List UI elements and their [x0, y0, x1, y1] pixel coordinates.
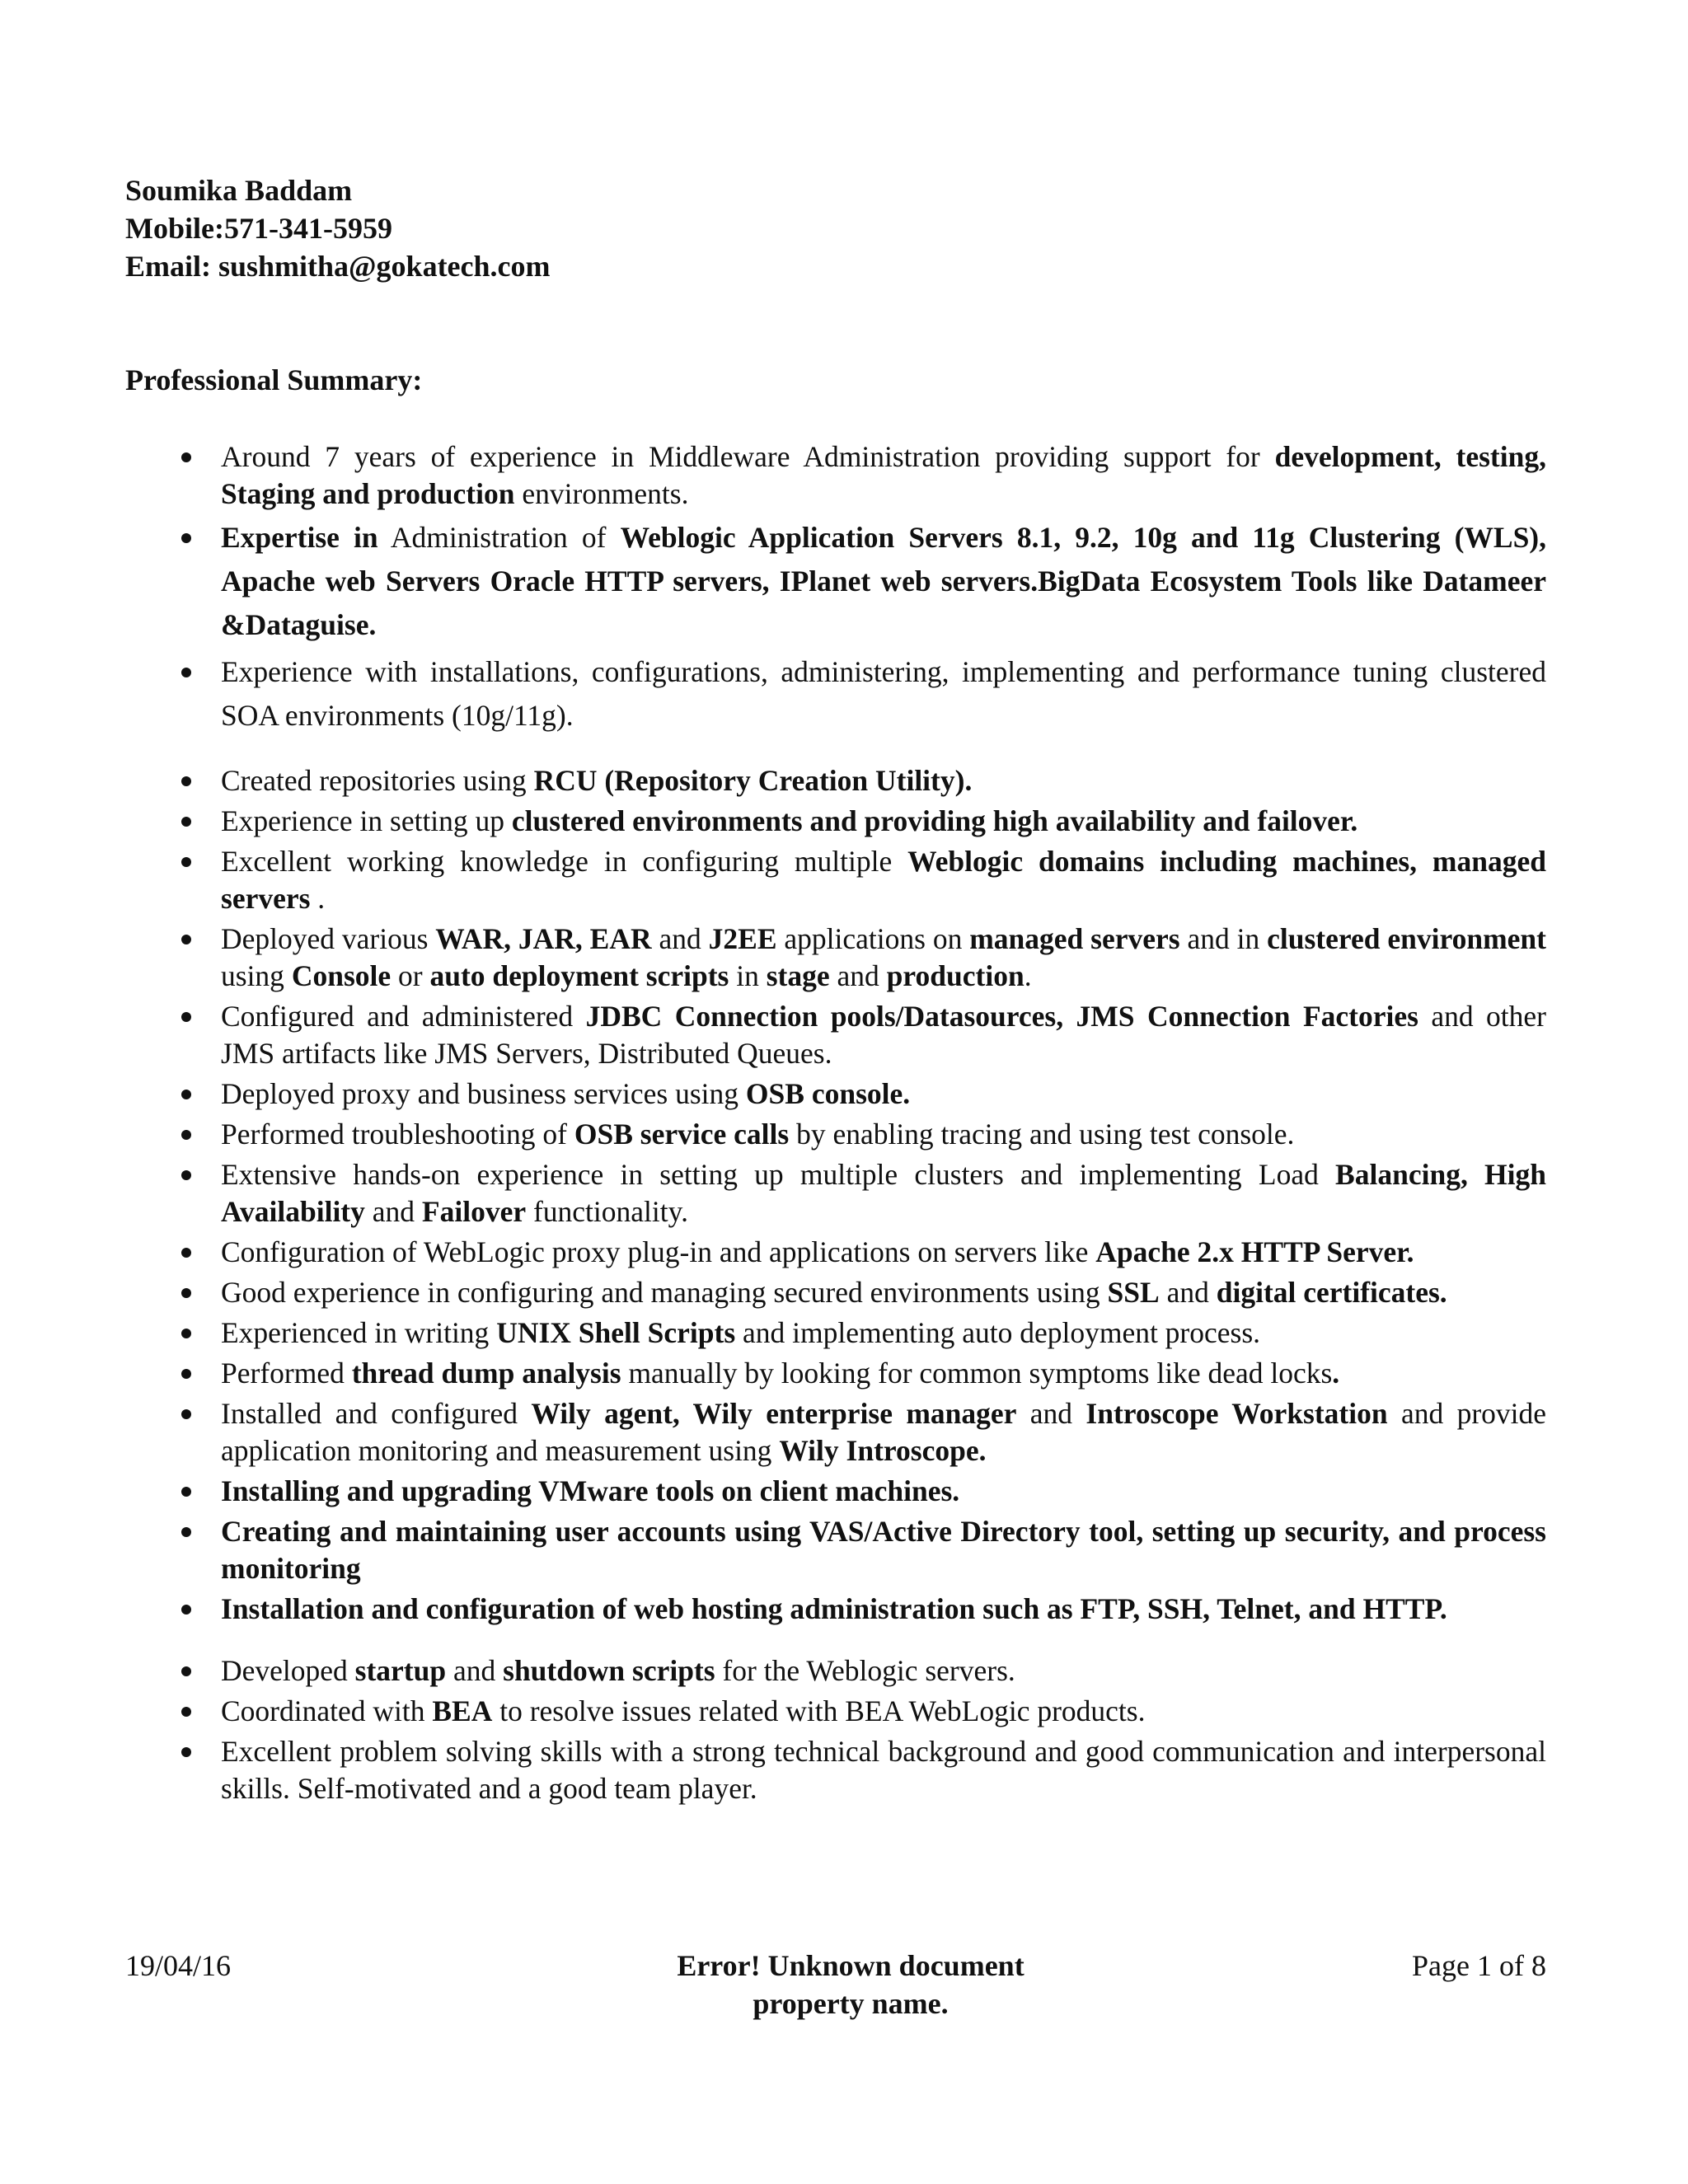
bullet-item [221, 921, 1546, 995]
bullet-text-bold: Console [291, 959, 392, 992]
bullet-text-bold: managed servers [969, 922, 1180, 955]
page-footer [125, 1947, 1546, 2029]
bullet-text-bold: startup [354, 1654, 447, 1687]
bullet-text-bold: auto deployment scripts [429, 959, 729, 992]
bullet-item [221, 1076, 1546, 1113]
bullet-text: Around 7 years of experience in Middleware Administration providing support for [221, 440, 1275, 473]
bullet-text: Configured and administered [221, 1000, 586, 1033]
bullet-text-bold: Wily Introscope. [779, 1434, 987, 1467]
bullet-text: Performed [221, 1357, 352, 1390]
bullet-text: Developed [221, 1654, 355, 1687]
bullet-text: or [391, 959, 430, 992]
bullet-item [221, 1156, 1546, 1230]
bullet-text: to resolve issues related with BEA WebLogic products. [492, 1694, 1146, 1727]
bullet-text: functionality. [526, 1195, 688, 1228]
bullet-text: and [651, 922, 709, 955]
bullet-text: Good experience in configuring and managing secured environments using [221, 1276, 1108, 1309]
bullet-item [221, 803, 1546, 840]
bullet-text: Installed and configured [221, 1397, 532, 1430]
bullet-text: Excellent working knowledge in configuring multiple [221, 845, 908, 878]
bullet-text-bold: Balancing, High Availability [221, 1158, 1546, 1228]
footer-date: 19/04/16 [125, 1949, 232, 1982]
bullet-item [221, 1591, 1546, 1628]
bullet-item [221, 1234, 1546, 1271]
bullet-text: in [729, 959, 767, 992]
bullet-text-bold: Installation and configuration of web hosting administration such as FTP, SSH, Telnet, and HTTP. [221, 1592, 1447, 1625]
bullet-text: . [310, 882, 326, 915]
bullet-text-bold: production [886, 959, 1025, 992]
bullet-text: Configuration of WebLogic proxy plug-in and applications on servers like [221, 1235, 1096, 1268]
bullet-text: Performed troubleshooting of [221, 1118, 574, 1151]
bullet-text-bold: shutdown scripts [503, 1654, 715, 1687]
bullet-text-bold: JDBC Connection pools/Datasources, JMS Connection Factories [585, 1000, 1418, 1033]
bullet-text-bold: . [1332, 1357, 1340, 1390]
bullet-text-bold: thread dump analysis [351, 1357, 621, 1390]
bullet-text-bold: clustered environments and providing high availability and failover. [511, 804, 1358, 837]
bullet-text-bold: Apache 2.x HTTP Server. [1095, 1235, 1414, 1268]
bullet-text: Extensive hands-on experience in setting up multiple clusters and implementing Load [221, 1158, 1336, 1191]
bullet-text: and [1159, 1276, 1217, 1309]
bullet-text-bold: Weblogic Application Servers 8.1, 9.2, 10g and 11g Clustering (WLS), Apache web Servers Oracle HTTP servers, IPlanet web servers.BigData Ecosystem Tools like Datameer &Dataguise. [221, 521, 1547, 641]
bullet-text-bold: OSB console. [745, 1077, 911, 1110]
bullet-text: and [446, 1654, 504, 1687]
bullet-item [221, 1274, 1546, 1311]
bullet-item [221, 1116, 1546, 1153]
bullet-text: . [1024, 959, 1032, 992]
bullet-text: Experience with installations, configurations, administering, implementing and performance tuning clustered SOA environments (10g/11g). [221, 655, 1546, 732]
bullet-item [221, 1733, 1546, 1807]
bullet-text: Created repositories using [221, 764, 534, 797]
bullet-item [221, 516, 1546, 647]
bullet-item [221, 650, 1546, 738]
bullet-text-bold: OSB service calls [574, 1118, 790, 1151]
footer-page-number: Page 1 of 8 [1412, 1949, 1546, 1982]
bullet-text: using [221, 959, 292, 992]
email-address: Email: sushmitha@gokatech.com [125, 250, 551, 283]
bullet-text-bold: BEA [432, 1694, 493, 1727]
bullet-text: Experienced in writing [221, 1316, 497, 1349]
bullet-text-bold: RCU (Repository Creation Utility). [533, 764, 973, 797]
bullet-text: by enabling tracing and using test console. [789, 1118, 1295, 1151]
bullet-item [221, 1395, 1546, 1469]
bullet-text: manually by looking for common symptoms like dead locks [621, 1357, 1333, 1390]
bullet-item [221, 438, 1546, 513]
bullet-text-bold: Wily agent, Wily enterprise manager [531, 1397, 1017, 1430]
bullet-text: applications on [776, 922, 970, 955]
bullet-item [221, 1513, 1546, 1587]
bullet-text-bold: digital certificates. [1216, 1276, 1447, 1309]
bullet-item [221, 998, 1546, 1072]
bullet-text: Deployed proxy and business services using [221, 1077, 746, 1110]
section-title-professional-summary: Professional Summary: [125, 363, 423, 396]
bullet-item [221, 1315, 1546, 1352]
bullet-text-bold: development, testing, Staging and production [221, 440, 1546, 510]
bullet-text-bold: Failover [421, 1195, 527, 1228]
bullet-text: environments. [514, 477, 689, 510]
summary-bullet-list [221, 438, 1546, 1811]
bullet-text-bold: UNIX Shell Scripts [496, 1316, 736, 1349]
bullet-text: Administration of [377, 521, 621, 554]
bullet-text-bold: SSL [1107, 1276, 1160, 1309]
bullet-text: and provide application monitoring and measurement using [221, 1397, 1547, 1467]
footer-document-property: Error! Unknown document property name. [677, 1949, 1025, 2020]
bullet-text: Excellent problem solving skills with a strong technical background and good communication and interpersonal skills. Self-motivated and a good team player. [221, 1735, 1546, 1805]
bullet-item [221, 762, 1546, 799]
bullet-item [221, 1473, 1546, 1510]
contact-header [125, 171, 551, 285]
bullet-item [221, 1652, 1546, 1690]
bullet-item [221, 1355, 1546, 1392]
bullet-text: and in [1179, 922, 1268, 955]
bullet-item [221, 1693, 1546, 1730]
bullet-text: for the Weblogic servers. [715, 1654, 1015, 1687]
bullet-item [221, 843, 1546, 917]
bullet-text-bold: Expertise in [221, 521, 378, 554]
bullet-text-bold: stage [766, 959, 830, 992]
bullet-text-bold: clustered environment [1267, 922, 1546, 955]
bullet-text: and [829, 959, 887, 992]
mobile-number: Mobile:571-341-5959 [125, 212, 392, 245]
bullet-text-bold: WAR, JAR, EAR [435, 922, 652, 955]
bullet-text: and implementing auto deployment process. [735, 1316, 1261, 1349]
bullet-text-bold: Introscope Workstation [1085, 1397, 1388, 1430]
bullet-text: Coordinated with [221, 1694, 433, 1727]
bullet-text-bold: Creating and maintaining user accounts using VAS/Active Directory tool, setting up security, and process monitoring [221, 1515, 1546, 1585]
bullet-text: Experience in setting up [221, 804, 512, 837]
bullet-text-bold: Weblogic domains including machines, managed servers [221, 845, 1546, 915]
bullet-text: and other JMS artifacts like JMS Servers, Distributed Queues. [221, 1000, 1546, 1070]
bullet-text: and [1016, 1397, 1086, 1430]
bullet-text-bold: Installing and upgrading VMware tools on client machines. [221, 1474, 960, 1507]
bullet-text: Deployed various [221, 922, 436, 955]
bullet-text: and [364, 1195, 422, 1228]
candidate-name: Soumika Baddam [125, 174, 353, 207]
bullet-text-bold: J2EE [708, 922, 777, 955]
